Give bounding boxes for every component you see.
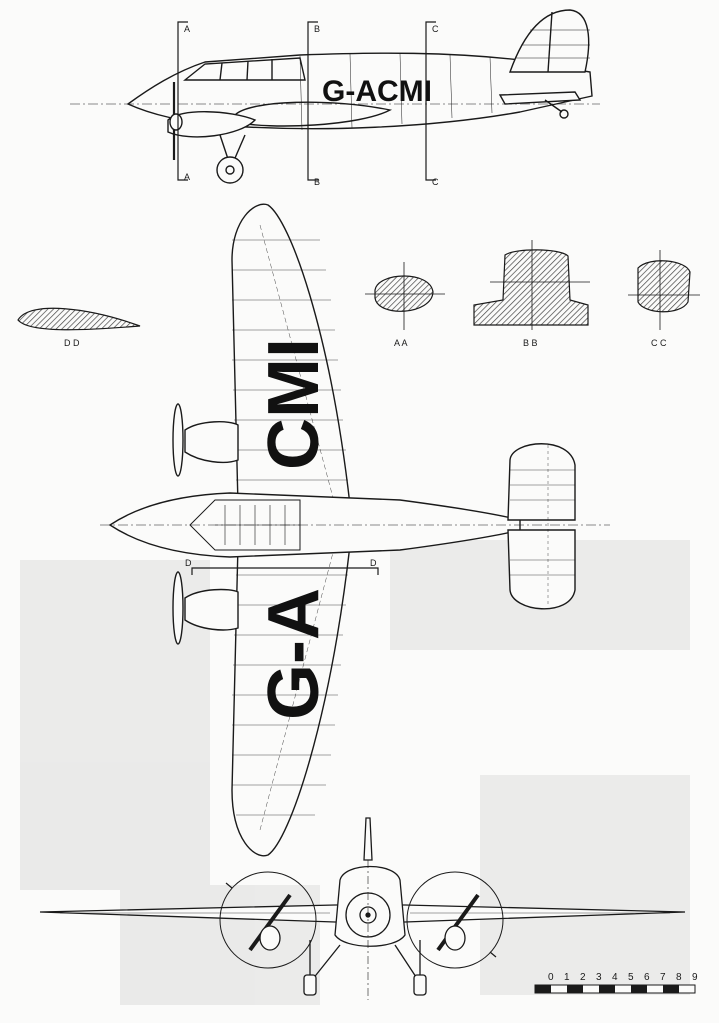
section-mark-b-bottom: B <box>314 177 321 187</box>
scale-label-5: 5 <box>628 972 634 983</box>
plan-section-mark-d-left: D <box>185 558 192 568</box>
section-mark-b-top: B <box>314 24 321 34</box>
plan-registration-lower: G-A <box>254 588 334 720</box>
scale-label-3: 3 <box>596 972 602 983</box>
scale-label-9: 9 <box>692 972 698 983</box>
scale-label-6: 6 <box>644 972 650 983</box>
section-mark-c-bottom: C <box>432 177 439 187</box>
section-mark-a-top: A <box>184 24 191 34</box>
plan-section-mark-d-right: D <box>370 558 377 568</box>
side-registration: G-ACMI <box>322 75 432 108</box>
section-mark-a-bottom: A <box>184 172 191 182</box>
section-mark-c-top: C <box>432 24 439 34</box>
scale-label-0: 0 <box>548 972 554 983</box>
cross-sections <box>18 240 700 330</box>
section-label-dd: D D <box>64 338 80 348</box>
scale-label-1: 1 <box>564 972 570 983</box>
section-label-cc: C C <box>651 338 667 348</box>
scale-bar <box>535 985 695 993</box>
section-label-bb: B B <box>523 338 538 348</box>
plan-registration-upper: CMI <box>254 338 334 470</box>
scale-label-8: 8 <box>676 972 682 983</box>
scale-label-4: 4 <box>612 972 618 983</box>
section-label-aa: A A <box>394 338 408 348</box>
scale-label-2: 2 <box>580 972 586 983</box>
scale-label-7: 7 <box>660 972 666 983</box>
